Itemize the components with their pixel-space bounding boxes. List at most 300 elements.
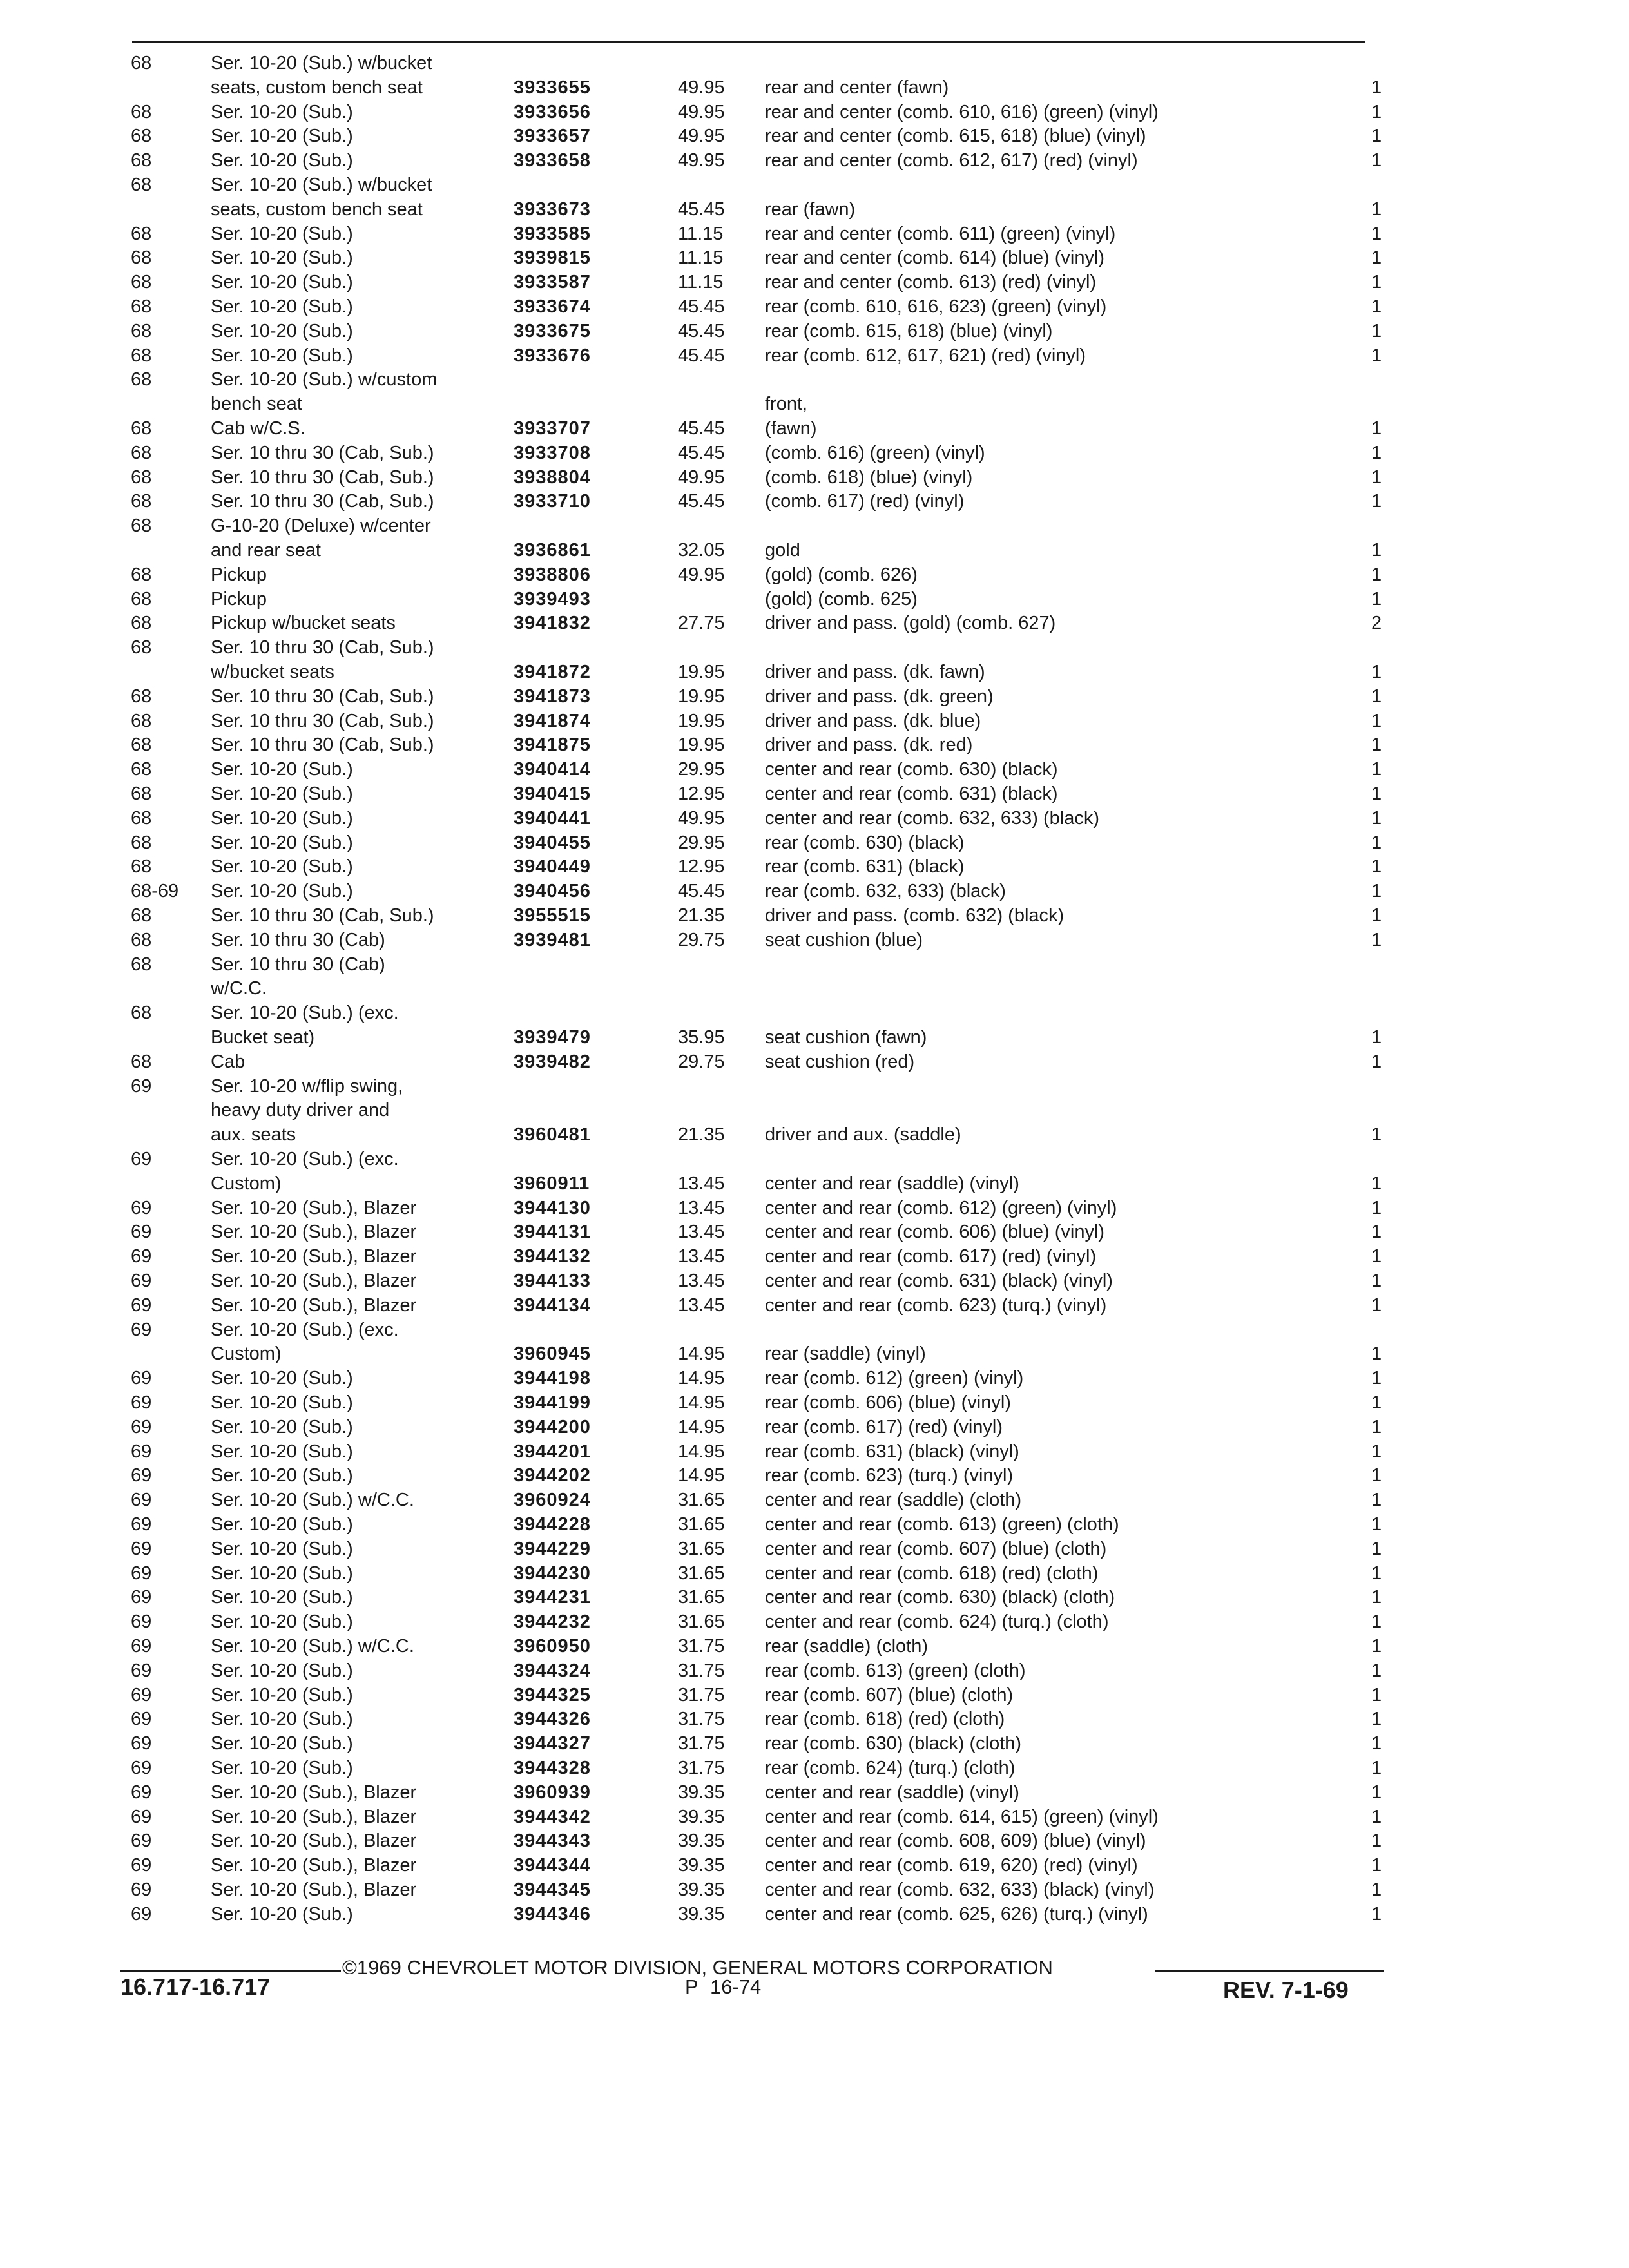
row-price: 19.95 bbox=[678, 662, 725, 682]
row-model: Ser. 10-20 (Sub.) bbox=[211, 1903, 353, 1925]
row-price: 35.95 bbox=[678, 1027, 725, 1048]
row-year: 69 bbox=[131, 1197, 152, 1218]
row-part-number: 3939482 bbox=[514, 1051, 591, 1072]
parts-row bbox=[0, 1513, 1629, 1537]
row-quantity: 1 bbox=[1371, 856, 1382, 878]
row-description: rear (fawn) bbox=[765, 198, 856, 220]
row-description: (gold) (comb. 626) bbox=[765, 564, 918, 585]
row-description: driver and pass. (dk. green) bbox=[765, 686, 994, 707]
row-model: Ser. 10 thru 30 (Cab, Sub.) bbox=[211, 686, 434, 707]
parts-row bbox=[0, 709, 1629, 733]
row-price: 13.45 bbox=[678, 1271, 725, 1291]
row-model: Ser. 10-20 (Sub.) bbox=[211, 1587, 353, 1608]
row-quantity: 1 bbox=[1371, 662, 1382, 682]
parts-row bbox=[0, 879, 1629, 903]
row-price: 31.65 bbox=[678, 1514, 725, 1535]
row-quantity: 1 bbox=[1371, 1343, 1382, 1365]
row-year: 69 bbox=[131, 1149, 152, 1169]
row-part-number: 3944326 bbox=[514, 1709, 591, 1730]
row-quantity: 1 bbox=[1371, 710, 1382, 731]
row-price: 45.45 bbox=[678, 442, 725, 463]
row-description: front, bbox=[765, 394, 808, 415]
row-part-number: 3944134 bbox=[514, 1294, 591, 1316]
page-number: 16-74 bbox=[710, 1975, 762, 1998]
row-quantity: 1 bbox=[1371, 929, 1382, 950]
row-quantity: 1 bbox=[1371, 1197, 1382, 1218]
row-price: 39.35 bbox=[678, 1879, 725, 1900]
row-description: rear (comb. 630) (black) bbox=[765, 832, 965, 853]
row-year: 68 bbox=[131, 637, 152, 658]
row-year: 68 bbox=[131, 53, 152, 73]
row-part-number: 3933673 bbox=[514, 198, 591, 220]
row-description: rear and center (comb. 610, 616) (green) (vinyl) bbox=[765, 101, 1159, 122]
row-model: Ser. 10 thru 30 (Cab, Sub.) bbox=[211, 735, 434, 756]
row-part-number: 3939479 bbox=[514, 1027, 591, 1048]
row-price: 14.95 bbox=[678, 1392, 725, 1413]
row-price: 45.45 bbox=[678, 198, 725, 220]
row-quantity: 1 bbox=[1371, 1587, 1382, 1608]
row-quantity: 1 bbox=[1371, 466, 1382, 488]
row-model: Ser. 10-20 (Sub.) bbox=[211, 1562, 353, 1584]
row-price: 13.45 bbox=[678, 1246, 725, 1267]
row-year: 68 bbox=[131, 588, 152, 610]
row-price: 39.35 bbox=[678, 1855, 725, 1876]
row-description: center and rear (comb. 631) (black) bbox=[765, 783, 1058, 804]
row-part-number: 3944231 bbox=[514, 1587, 591, 1608]
row-part-number: 3933657 bbox=[514, 126, 591, 147]
row-model: Ser. 10-20 (Sub.) bbox=[211, 296, 353, 317]
row-description: rear (comb. 615, 618) (blue) (vinyl) bbox=[765, 320, 1053, 341]
row-price: 13.45 bbox=[678, 1222, 725, 1243]
row-year: 68 bbox=[131, 418, 152, 439]
parts-row bbox=[0, 368, 1629, 392]
row-price: 12.95 bbox=[678, 783, 725, 804]
parts-row bbox=[0, 1123, 1629, 1147]
row-model: Ser. 10 thru 30 (Cab, Sub.) bbox=[211, 442, 434, 463]
row-model: Ser. 10 thru 30 (Cab) bbox=[211, 929, 385, 950]
row-description: driver and aux. (saddle) bbox=[765, 1124, 961, 1146]
parts-row bbox=[0, 831, 1629, 855]
row-model: Ser. 10-20 (Sub.) bbox=[211, 126, 353, 147]
row-model: Ser. 10 thru 30 (Cab, Sub.) bbox=[211, 905, 434, 926]
row-price: 31.75 bbox=[678, 1758, 725, 1778]
row-model: Ser. 10-20 (Sub.) w/bucket bbox=[211, 175, 432, 195]
row-quantity: 1 bbox=[1371, 442, 1382, 463]
row-price: 49.95 bbox=[678, 807, 725, 829]
row-model: Ser. 10-20 (Sub.), Blazer bbox=[211, 1294, 417, 1316]
row-quantity: 1 bbox=[1371, 1903, 1382, 1925]
row-part-number: 3944342 bbox=[514, 1806, 591, 1827]
row-part-number: 3938806 bbox=[514, 564, 591, 585]
row-year: 69 bbox=[131, 1294, 152, 1316]
row-description: center and rear (comb. 606) (blue) (vinyl) bbox=[765, 1222, 1105, 1243]
row-quantity: 1 bbox=[1371, 1271, 1382, 1291]
row-part-number: 3936861 bbox=[514, 540, 591, 561]
row-model: Ser. 10-20 (Sub.) (exc. bbox=[211, 1003, 399, 1024]
row-model: Ser. 10-20 (Sub.) bbox=[211, 1733, 353, 1754]
row-model: Ser. 10-20 (Sub.) bbox=[211, 101, 353, 122]
row-price: 29.75 bbox=[678, 1051, 725, 1072]
row-model: Cab bbox=[211, 1051, 246, 1072]
row-description: rear (comb. 612, 617, 621) (red) (vinyl) bbox=[765, 345, 1086, 366]
parts-row bbox=[0, 1586, 1629, 1610]
row-year: 68 bbox=[131, 832, 152, 853]
parts-row bbox=[0, 611, 1629, 635]
row-price: 21.35 bbox=[678, 1124, 725, 1146]
row-description: rear and center (comb. 611) (green) (vinyl) bbox=[765, 223, 1116, 244]
parts-row bbox=[0, 101, 1629, 124]
parts-row bbox=[0, 563, 1629, 587]
row-model: Custom) bbox=[211, 1343, 282, 1365]
row-part-number: 3941832 bbox=[514, 613, 591, 634]
row-quantity: 1 bbox=[1371, 223, 1382, 244]
row-quantity: 1 bbox=[1371, 1636, 1382, 1657]
row-price: 13.45 bbox=[678, 1294, 725, 1316]
row-quantity: 1 bbox=[1371, 1051, 1382, 1072]
row-description: center and rear (comb. 632, 633) (black) (vinyl) bbox=[765, 1879, 1155, 1900]
row-price: 14.95 bbox=[678, 1416, 725, 1437]
row-price: 49.95 bbox=[678, 101, 725, 122]
row-price: 39.35 bbox=[678, 1806, 725, 1827]
parts-row bbox=[0, 1635, 1629, 1658]
row-year: 68 bbox=[131, 491, 152, 512]
parts-row bbox=[0, 685, 1629, 709]
row-description: driver and pass. (comb. 632) (black) bbox=[765, 905, 1065, 926]
row-year: 68 bbox=[131, 296, 152, 317]
row-description: center and rear (saddle) (cloth) bbox=[765, 1490, 1022, 1511]
row-model: bench seat bbox=[211, 394, 302, 415]
row-part-number: 3940441 bbox=[514, 807, 591, 829]
parts-row bbox=[0, 271, 1629, 294]
row-price: 31.65 bbox=[678, 1587, 725, 1608]
row-description: center and rear (comb. 618) (red) (cloth) bbox=[765, 1562, 1099, 1584]
row-model: Ser. 10 thru 30 (Cab, Sub.) bbox=[211, 637, 434, 658]
row-price: 19.95 bbox=[678, 710, 725, 731]
row-year: 69 bbox=[131, 1782, 152, 1803]
row-quantity: 1 bbox=[1371, 1855, 1382, 1876]
row-year: 68 bbox=[131, 613, 152, 634]
parts-row bbox=[0, 466, 1629, 490]
row-year: 69 bbox=[131, 1879, 152, 1900]
row-description: rear (comb. 617) (red) (vinyl) bbox=[765, 1416, 1003, 1437]
row-description: center and rear (comb. 625, 626) (turq.) (vinyl) bbox=[765, 1903, 1148, 1925]
row-quantity: 1 bbox=[1371, 320, 1382, 341]
parts-row bbox=[0, 76, 1629, 100]
row-model: Ser. 10-20 (Sub.), Blazer bbox=[211, 1879, 417, 1900]
row-description: driver and pass. (gold) (comb. 627) bbox=[765, 613, 1056, 634]
row-description: (comb. 618) (blue) (vinyl) bbox=[765, 466, 973, 488]
row-part-number: 3944130 bbox=[514, 1197, 591, 1218]
row-description: rear and center (comb. 612, 617) (red) (vinyl) bbox=[765, 150, 1138, 171]
row-quantity: 1 bbox=[1371, 247, 1382, 269]
row-year: 68 bbox=[131, 929, 152, 950]
row-part-number: 3940456 bbox=[514, 881, 591, 902]
row-year: 68 bbox=[131, 515, 152, 537]
row-year: 69 bbox=[131, 1222, 152, 1243]
row-price: 45.45 bbox=[678, 345, 725, 366]
row-model: Ser. 10-20 (Sub.), Blazer bbox=[211, 1222, 417, 1243]
row-year: 68 bbox=[131, 223, 152, 244]
row-year: 69 bbox=[131, 1587, 152, 1608]
parts-row bbox=[0, 758, 1629, 782]
row-year: 68 bbox=[131, 686, 152, 707]
row-price: 27.75 bbox=[678, 613, 725, 634]
row-price: 31.75 bbox=[678, 1709, 725, 1730]
row-model: Ser. 10-20 (Sub.) bbox=[211, 1441, 353, 1462]
row-part-number: 3944229 bbox=[514, 1538, 591, 1559]
row-model: Bucket seat) bbox=[211, 1027, 315, 1048]
row-price: 45.45 bbox=[678, 320, 725, 341]
row-price: 39.35 bbox=[678, 1903, 725, 1925]
row-quantity: 1 bbox=[1371, 1806, 1382, 1827]
row-quantity: 1 bbox=[1371, 686, 1382, 707]
row-part-number: 3933587 bbox=[514, 272, 591, 293]
row-model: aux. seats bbox=[211, 1124, 296, 1146]
row-model: Ser. 10-20 (Sub.) bbox=[211, 1611, 353, 1633]
row-quantity: 1 bbox=[1371, 759, 1382, 780]
footer-rule-left bbox=[120, 1970, 341, 1972]
row-quantity: 1 bbox=[1371, 1831, 1382, 1852]
row-quantity: 1 bbox=[1371, 588, 1382, 610]
parts-row bbox=[0, 1099, 1629, 1122]
row-price: 14.95 bbox=[678, 1465, 725, 1486]
row-quantity: 1 bbox=[1371, 807, 1382, 829]
row-model: w/C.C. bbox=[211, 978, 267, 999]
parts-row bbox=[0, 953, 1629, 977]
row-model: Ser. 10-20 (Sub.) bbox=[211, 150, 353, 171]
row-part-number: 3960945 bbox=[514, 1343, 591, 1365]
parts-row bbox=[0, 782, 1629, 806]
parts-row bbox=[0, 320, 1629, 343]
row-quantity: 1 bbox=[1371, 1416, 1382, 1437]
parts-row bbox=[0, 1562, 1629, 1586]
parts-row bbox=[0, 1610, 1629, 1634]
row-year: 69 bbox=[131, 1562, 152, 1584]
row-description: driver and pass. (dk. blue) bbox=[765, 710, 981, 731]
row-part-number: 3944131 bbox=[514, 1222, 591, 1243]
row-quantity: 1 bbox=[1371, 1490, 1382, 1511]
row-price: 39.35 bbox=[678, 1782, 725, 1803]
row-part-number: 3960911 bbox=[514, 1173, 590, 1194]
row-model: Pickup bbox=[211, 588, 267, 610]
parts-row bbox=[0, 1854, 1629, 1878]
row-year: 69 bbox=[131, 1246, 152, 1267]
row-model: Ser. 10 thru 30 (Cab) bbox=[211, 954, 385, 975]
row-part-number: 3944230 bbox=[514, 1562, 591, 1584]
parts-row bbox=[0, 198, 1629, 222]
row-part-number: 3933707 bbox=[514, 418, 591, 439]
row-description: center and rear (comb. 617) (red) (vinyl) bbox=[765, 1246, 1097, 1267]
parts-row bbox=[0, 1367, 1629, 1390]
row-part-number: 3944198 bbox=[514, 1368, 591, 1389]
parts-row bbox=[0, 295, 1629, 319]
row-year: 69 bbox=[131, 1831, 152, 1852]
row-year: 68 bbox=[131, 320, 152, 341]
row-year: 69 bbox=[131, 1465, 152, 1486]
parts-row bbox=[0, 514, 1629, 538]
row-model: Ser. 10-20 (Sub.) bbox=[211, 1538, 353, 1559]
row-price: 31.75 bbox=[678, 1636, 725, 1657]
row-description: center and rear (comb. 631) (black) (vinyl) bbox=[765, 1271, 1113, 1291]
parts-row bbox=[0, 588, 1629, 611]
parts-row bbox=[0, 1903, 1629, 1927]
row-model: Ser. 10 thru 30 (Cab, Sub.) bbox=[211, 466, 434, 488]
row-model: Ser. 10-20 (Sub.), Blazer bbox=[211, 1831, 417, 1852]
row-part-number: 3939481 bbox=[514, 929, 591, 950]
row-year: 69 bbox=[131, 1392, 152, 1413]
parts-row bbox=[0, 222, 1629, 246]
row-quantity: 1 bbox=[1371, 1709, 1382, 1730]
row-description: center and rear (comb. 612) (green) (vinyl) bbox=[765, 1197, 1117, 1218]
row-model: Ser. 10-20 (Sub.) bbox=[211, 881, 353, 902]
row-year: 68-69 bbox=[131, 881, 179, 902]
row-quantity: 1 bbox=[1371, 1294, 1382, 1316]
row-part-number: 3944232 bbox=[514, 1611, 591, 1633]
row-description: center and rear (saddle) (vinyl) bbox=[765, 1173, 1019, 1194]
row-year: 68 bbox=[131, 345, 152, 366]
row-model: Pickup bbox=[211, 564, 267, 585]
row-quantity: 1 bbox=[1371, 296, 1382, 317]
row-part-number: 3938804 bbox=[514, 466, 591, 488]
row-model: Ser. 10-20 (Sub.) bbox=[211, 1368, 353, 1389]
parts-row bbox=[0, 392, 1629, 416]
row-part-number: 3940449 bbox=[514, 856, 591, 878]
row-year: 68 bbox=[131, 735, 152, 756]
row-price: 14.95 bbox=[678, 1441, 725, 1462]
parts-row bbox=[0, 855, 1629, 879]
row-description: rear (comb. 607) (blue) (cloth) bbox=[765, 1684, 1014, 1706]
row-description: center and rear (comb. 630) (black) (cloth) bbox=[765, 1587, 1115, 1608]
row-description: rear and center (fawn) bbox=[765, 77, 949, 98]
row-year: 68 bbox=[131, 856, 152, 878]
row-model: Ser. 10-20 (Sub.) bbox=[211, 783, 353, 804]
row-model: Ser. 10-20 (Sub.) w/bucket bbox=[211, 53, 432, 73]
parts-row bbox=[0, 344, 1629, 368]
row-part-number: 3944345 bbox=[514, 1879, 591, 1900]
row-quantity: 1 bbox=[1371, 418, 1382, 439]
row-price: 11.15 bbox=[678, 247, 724, 269]
row-year: 68 bbox=[131, 1051, 152, 1072]
row-description: (comb. 617) (red) (vinyl) bbox=[765, 491, 965, 512]
parts-row bbox=[0, 1294, 1629, 1318]
row-model: Ser. 10-20 (Sub.) bbox=[211, 272, 353, 293]
row-model: Ser. 10-20 (Sub.) w/C.C. bbox=[211, 1636, 414, 1657]
row-year: 69 bbox=[131, 1733, 152, 1754]
row-year: 68 bbox=[131, 150, 152, 171]
row-description: center and rear (comb. 632, 633) (black) bbox=[765, 807, 1100, 829]
row-part-number: 3933655 bbox=[514, 77, 591, 98]
row-year: 69 bbox=[131, 1611, 152, 1633]
row-part-number: 3944199 bbox=[514, 1392, 591, 1413]
row-price: 32.05 bbox=[678, 540, 725, 561]
row-price: 14.95 bbox=[678, 1343, 725, 1365]
row-model: Custom) bbox=[211, 1173, 282, 1194]
row-model: seats, custom bench seat bbox=[211, 198, 423, 220]
row-year: 68 bbox=[131, 564, 152, 585]
row-part-number: 3941873 bbox=[514, 686, 591, 707]
row-year: 68 bbox=[131, 272, 152, 293]
row-price: 29.95 bbox=[678, 832, 725, 853]
row-description: center and rear (comb. 614, 615) (green) (vinyl) bbox=[765, 1806, 1159, 1827]
row-price: 31.65 bbox=[678, 1562, 725, 1584]
parts-row bbox=[0, 636, 1629, 660]
row-model: Cab w/C.S. bbox=[211, 418, 305, 439]
row-quantity: 1 bbox=[1371, 272, 1382, 293]
row-description: driver and pass. (dk. red) bbox=[765, 735, 973, 756]
row-price: 14.95 bbox=[678, 1368, 725, 1389]
row-model: Ser. 10-20 w/flip swing, bbox=[211, 1075, 403, 1097]
row-description: rear (saddle) (vinyl) bbox=[765, 1343, 926, 1365]
row-quantity: 1 bbox=[1371, 905, 1382, 926]
row-price: 39.35 bbox=[678, 1831, 725, 1852]
row-model: Pickup w/bucket seats bbox=[211, 613, 396, 634]
row-year: 68 bbox=[131, 466, 152, 488]
row-year: 68 bbox=[131, 905, 152, 926]
row-quantity: 1 bbox=[1371, 1758, 1382, 1778]
parts-row bbox=[0, 928, 1629, 952]
row-year: 68 bbox=[131, 807, 152, 829]
row-model: Ser. 10-20 (Sub.) bbox=[211, 759, 353, 780]
revision-date: REV. 7-1-69 bbox=[1223, 1977, 1349, 2003]
row-price: 19.95 bbox=[678, 686, 725, 707]
row-quantity: 1 bbox=[1371, 1611, 1382, 1633]
row-model: seats, custom bench seat bbox=[211, 77, 423, 98]
row-quantity: 1 bbox=[1371, 345, 1382, 366]
row-description: rear (comb. 612) (green) (vinyl) bbox=[765, 1368, 1024, 1389]
row-quantity: 1 bbox=[1371, 1222, 1382, 1243]
row-model: Ser. 10-20 (Sub.) bbox=[211, 345, 353, 366]
row-price: 31.65 bbox=[678, 1538, 725, 1559]
row-year: 69 bbox=[131, 1416, 152, 1437]
row-part-number: 3944325 bbox=[514, 1684, 591, 1706]
parts-row bbox=[0, 660, 1629, 684]
row-part-number: 3941872 bbox=[514, 662, 591, 682]
row-quantity: 1 bbox=[1371, 1173, 1382, 1194]
row-quantity: 1 bbox=[1371, 881, 1382, 902]
copyright-line: ©1969 CHEVROLET MOTOR DIVISION, GENERAL MOTORS CORPORATION bbox=[342, 1956, 1053, 1979]
group-number: 16.717-16.717 bbox=[120, 1974, 271, 2000]
row-part-number: 3940414 bbox=[514, 759, 591, 780]
parts-row bbox=[0, 1196, 1629, 1220]
row-year: 68 bbox=[131, 442, 152, 463]
row-part-number: 3944228 bbox=[514, 1514, 591, 1535]
row-year: 69 bbox=[131, 1709, 152, 1730]
row-description: rear and center (comb. 615, 618) (blue) (vinyl) bbox=[765, 126, 1146, 147]
parts-row bbox=[0, 807, 1629, 831]
row-description: center and rear (comb. 613) (green) (cloth) bbox=[765, 1514, 1119, 1535]
row-price: 13.45 bbox=[678, 1197, 725, 1218]
row-year: 69 bbox=[131, 1684, 152, 1706]
parts-row bbox=[0, 1342, 1629, 1366]
row-model: Ser. 10-20 (Sub.) bbox=[211, 1709, 353, 1730]
row-part-number: 3933710 bbox=[514, 491, 591, 512]
row-quantity: 1 bbox=[1371, 1684, 1382, 1706]
row-description: rear (comb. 632, 633) (black) bbox=[765, 881, 1006, 902]
row-model: Ser. 10-20 (Sub.) bbox=[211, 1758, 353, 1778]
row-quantity: 1 bbox=[1371, 1733, 1382, 1754]
parts-row bbox=[0, 1829, 1629, 1853]
row-model: and rear seat bbox=[211, 540, 321, 561]
parts-row bbox=[0, 490, 1629, 514]
row-model: Ser. 10-20 (Sub.) w/custom bbox=[211, 369, 438, 390]
parts-row bbox=[0, 1391, 1629, 1415]
row-model: Ser. 10-20 (Sub.) bbox=[211, 223, 353, 244]
row-quantity: 1 bbox=[1371, 1660, 1382, 1681]
row-part-number: 3939493 bbox=[514, 588, 591, 610]
row-part-number: 3933708 bbox=[514, 442, 591, 463]
row-part-number: 3944324 bbox=[514, 1660, 591, 1681]
row-description: rear (comb. 618) (red) (cloth) bbox=[765, 1709, 1005, 1730]
